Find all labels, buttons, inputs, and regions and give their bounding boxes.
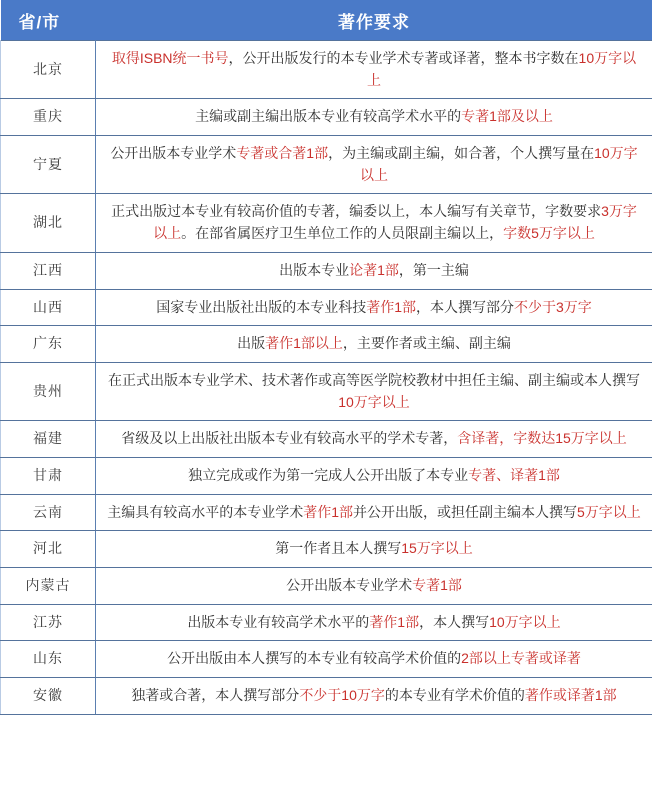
province-cell: 湖北	[1, 194, 96, 252]
requirement-highlight: 2部以上专著或译著	[461, 650, 581, 667]
province-cell: 重庆	[1, 99, 96, 136]
requirement-cell	[96, 136, 652, 194]
province-cell: 内蒙古	[1, 568, 96, 605]
requirement-highlight: 不少于10万字	[299, 687, 385, 704]
requirement-highlight: 3万字以上	[153, 203, 637, 242]
column-header-province: 省/市	[1, 0, 96, 41]
requirement-highlight: 不少于3万字	[514, 298, 592, 315]
province-cell: 云南	[1, 494, 96, 531]
requirement-highlight: 著作或译著1部	[524, 687, 617, 704]
requirement-highlight: 著作1部	[369, 613, 420, 630]
requirement-text: ，主要作者或主编、副主编	[342, 335, 511, 352]
requirement-cell	[96, 289, 652, 326]
requirement-highlight: 10万字以上	[367, 50, 637, 88]
requirement-text: 第一作者且本人撰写	[275, 540, 402, 557]
requirement-cell	[96, 326, 652, 363]
requirement-highlight: 专著或合著1部	[236, 145, 329, 162]
requirement-highlight: 字数5万字以上	[503, 225, 595, 242]
table-row	[1, 457, 652, 494]
table-row	[1, 41, 652, 99]
province-cell: 山西	[1, 289, 96, 326]
table-row	[1, 362, 652, 420]
requirement-text: ，第一主编	[398, 261, 469, 278]
requirement-text: 。在部省属医疗卫生单位工作的人员限副主编以上，	[181, 225, 504, 242]
province-cell: 江苏	[1, 604, 96, 641]
requirement-highlight: 10万字以上	[360, 145, 638, 183]
table-row	[1, 641, 652, 678]
requirement-text: ，本人撰写部分	[416, 298, 514, 315]
requirement-text: 独著或合著，本人撰写部分	[131, 687, 300, 704]
requirement-cell	[96, 678, 652, 715]
requirement-cell	[96, 194, 652, 252]
requirement-cell	[96, 41, 652, 99]
province-cell: 贵州	[1, 362, 96, 420]
requirement-highlight: 论著1部	[349, 261, 399, 278]
requirement-highlight: 5万字以上	[577, 503, 641, 520]
requirement-text: 主编具有较高水平的本专业学术	[107, 503, 304, 520]
table-row	[1, 252, 652, 289]
column-header-requirement: 著作要求	[96, 0, 652, 41]
requirement-text: 出版本专业有较高学术水平的	[187, 613, 370, 630]
province-cell: 北京	[1, 41, 96, 99]
requirement-text: ，公开出版发行的本专业学术专著或译著，整本书字数在	[228, 50, 579, 66]
requirement-text: 公开出版本专业学术	[110, 145, 237, 162]
requirement-cell	[96, 252, 652, 289]
requirement-text: 的本专业有学术价值的	[384, 687, 525, 704]
requirement-highlight: 15万字以上	[401, 540, 473, 557]
province-cell: 福建	[1, 421, 96, 458]
requirement-cell	[96, 457, 652, 494]
table-row	[1, 494, 652, 531]
province-cell: 广东	[1, 326, 96, 363]
province-cell: 江西	[1, 252, 96, 289]
requirement-text: 省级及以上出版社出版本专业有较高水平的学术专著，	[121, 430, 458, 447]
requirement-highlight: 著作1部以上	[265, 335, 343, 352]
table-row	[1, 194, 652, 252]
province-cell: 宁夏	[1, 136, 96, 194]
requirement-highlight: 10万字以上	[489, 613, 561, 630]
table-row	[1, 421, 652, 458]
requirement-highlight: 取得ISBN统一书号	[111, 50, 229, 66]
requirement-cell	[96, 362, 652, 420]
requirement-cell	[96, 568, 652, 605]
requirement-highlight: 含译著，字数达15万字以上	[457, 430, 627, 447]
requirement-text: 公开出版本专业学术	[286, 577, 413, 593]
table-row	[1, 289, 652, 326]
table-row	[1, 568, 652, 605]
requirement-text: 并公开出版，或担任副主编本人撰写	[353, 503, 577, 520]
province-cell: 甘肃	[1, 457, 96, 494]
requirement-text: 在正式出版本专业学术、技术著作或高等医学院校教材中担任主编、副主编或本人撰写	[108, 371, 640, 388]
requirement-cell	[96, 531, 652, 568]
requirement-highlight: 专著1部及以上	[461, 108, 553, 125]
requirement-text: ，为主编或副主编，如合著，个人撰写量在	[328, 145, 595, 162]
table-row	[1, 678, 652, 715]
requirement-cell	[96, 641, 652, 678]
requirement-highlight: 著作1部	[366, 298, 416, 315]
table-row	[1, 99, 652, 136]
requirement-text: 主编或副主编出版本专业有较高学术水平的	[195, 108, 462, 125]
requirement-cell	[96, 99, 652, 136]
requirement-cell	[96, 604, 652, 641]
requirement-text: ，本人撰写	[419, 613, 490, 630]
requirement-highlight: 10万字以上	[338, 393, 410, 410]
province-cell: 河北	[1, 531, 96, 568]
requirement-text: 出版本专业	[279, 261, 350, 278]
requirement-cell	[96, 421, 652, 458]
province-cell: 山东	[1, 641, 96, 678]
requirement-highlight: 著作1部	[303, 503, 353, 520]
requirement-text: 正式出版过本专业有较高价值的专著，编委以上，本人编写有关章节，字数要求	[111, 203, 602, 220]
requirement-highlight: 专著、译著1部	[468, 466, 560, 483]
table-body	[1, 41, 652, 715]
requirement-cell	[96, 494, 652, 531]
province-cell: 安徽	[1, 678, 96, 715]
table-row	[1, 604, 652, 641]
header-row	[1, 0, 652, 41]
requirement-text: 独立完成或作为第一完成人公开出版了本专业	[188, 466, 469, 483]
requirement-text: 公开出版由本人撰写的本专业有较高学术价值的	[167, 650, 462, 667]
requirement-highlight: 专著1部	[412, 577, 462, 593]
table-row	[1, 136, 652, 194]
requirement-text: 出版	[237, 335, 266, 352]
table-row	[1, 326, 652, 363]
table-header	[1, 0, 652, 41]
requirement-text: 国家专业出版社出版的本专业科技	[156, 298, 367, 315]
table-row	[1, 531, 652, 568]
